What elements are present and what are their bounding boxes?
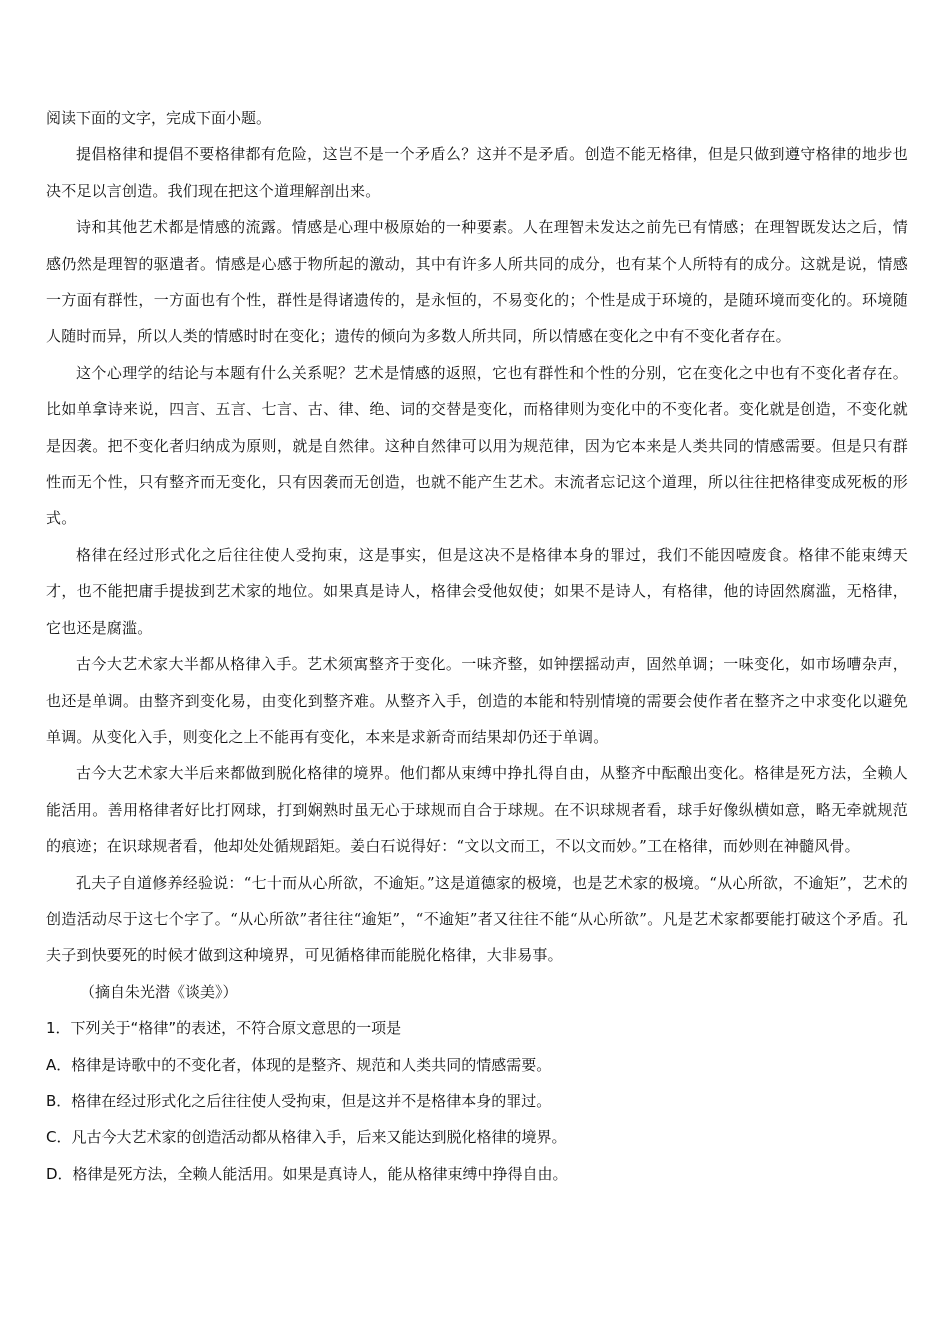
- paragraph-6: 古今大艺术家大半后来都做到脱化格律的境界。他们都从束缚中挣扎得自由，从整齐中酝酿出变化。格律是死方法，全赖人能活用。善用格律者好比打网球，打到娴熟时虽无心于球规而自合于球规。在不识球规者看，球手好像纵横如意，略无牵就规范的痕迹；在识球规者看，他却处处循规蹈矩。姜白石说得好：“文以文而工，不以文而妙。”工在格律，而妙则在神髓风骨。: [46, 764, 908, 856]
- source-citation: （摘自朱光潜《谈美》）: [80, 982, 238, 1001]
- paragraph-2: 诗和其他艺术都是情感的流露。情感是心理中极原始的一种要素。人在理智未发达之前先已有情感；在理智既发达之后，情感仍然是理智的驱遣者。情感是心感于物所起的激动，其中有许多人所共同的成分，也有某个人所特有的成分。这就是说，情感一方面有群性，一方面也有个性，群性是得诸遗传的，是永恒的，不易变化的；个性是成于环境的，是随环境而变化的。环境随人随时而异，所以人类的情感时时在变化；遗传的倾向为多数人所共同，所以情感在变化之中有不变化者存在。: [46, 218, 908, 346]
- instruction-text: 阅读下面的文字，完成下面小题。: [46, 109, 272, 127]
- option-b[interactable]: B．格律在经过形式化之后往往使人受拘束，但是这并不是格律本身的罪过。: [46, 1091, 552, 1110]
- paragraph-5: 古今大艺术家大半都从格律入手。艺术须寓整齐于变化。一味齐整，如钟摆摇动声，固然单调；一味变化，如市场嘈杂声，也还是单调。由整齐到变化易，由变化到整齐难。从整齐入手，创造的本能和特别情境的需要会使作者在整齐之中求变化以避免单调。从变化入手，则变化之上不能再有变化，本来是求新奇而结果却仍还于单调。: [46, 655, 908, 746]
- paragraph-1: 提倡格律和提倡不要格律都有危险，这岂不是一个矛盾么？这并不是矛盾。创造不能无格律，但是只做到遵守格律的地步也决不足以言创造。我们现在把这个道理解剖出来。: [46, 145, 908, 200]
- option-a[interactable]: A．格律是诗歌中的不变化者，体现的是整齐、规范和人类共同的情感需要。: [46, 1055, 552, 1074]
- paragraph-7: 孔夫子自道修养经验说：“七十而从心所欲，不逾矩。”这是道德家的极境，也是艺术家的极境。“从心所欲，不逾矩”，艺术的创造活动尽于这七个字了。“从心所欲”者往往“逾矩”，“不逾矩”者又往往不能“从心所欲”。凡是艺术家都要能打破这个矛盾。孔夫子到快要死的时候才做到这种境界，可见循格律而能脱化格律，大非易事。: [46, 873, 908, 965]
- paragraph-4: 格律在经过形式化之后往往使人受拘束，这是事实，但是这决不是格律本身的罪过，我们不能因噎废食。格律不能束缚天才，也不能把庸手提拔到艺术家的地位。如果真是诗人，格律会受他奴使；如果不是诗人，有格律，他的诗固然腐滥，无格律，它也还是腐滥。: [46, 545, 908, 637]
- reading-passage: [46, 100, 908, 1192]
- question-stem: 1．下列关于“格律”的表述，不符合原文意思的一项是: [46, 1019, 402, 1038]
- option-d[interactable]: D．格律是死方法，全赖人能活用。如果是真诗人，能从格律束缚中挣得自由。: [46, 1164, 568, 1183]
- option-c[interactable]: C．凡古今大艺术家的创造活动都从格律入手，后来又能达到脱化格律的境界。: [46, 1128, 567, 1147]
- paragraph-3: 这个心理学的结论与本题有什么关系呢？艺术是情感的返照，它也有群性和个性的分别，它在变化之中也有不变化者存在。比如单拿诗来说，四言、五言、七言、古、律、绝、词的交替是变化，而格律则为变化中的不变化者。变化就是创造，不变化就是因袭。把不变化者归纳成为原则，就是自然律。这种自然律可以用为规范律，因为它本来是人类共同的情感需要。但是只有群性而无个性，只有整齐而无变化，只有因袭而无创造，也就不能产生艺术。末流者忘记这个道理，所以往往把格律变成死板的形式。: [46, 363, 908, 528]
